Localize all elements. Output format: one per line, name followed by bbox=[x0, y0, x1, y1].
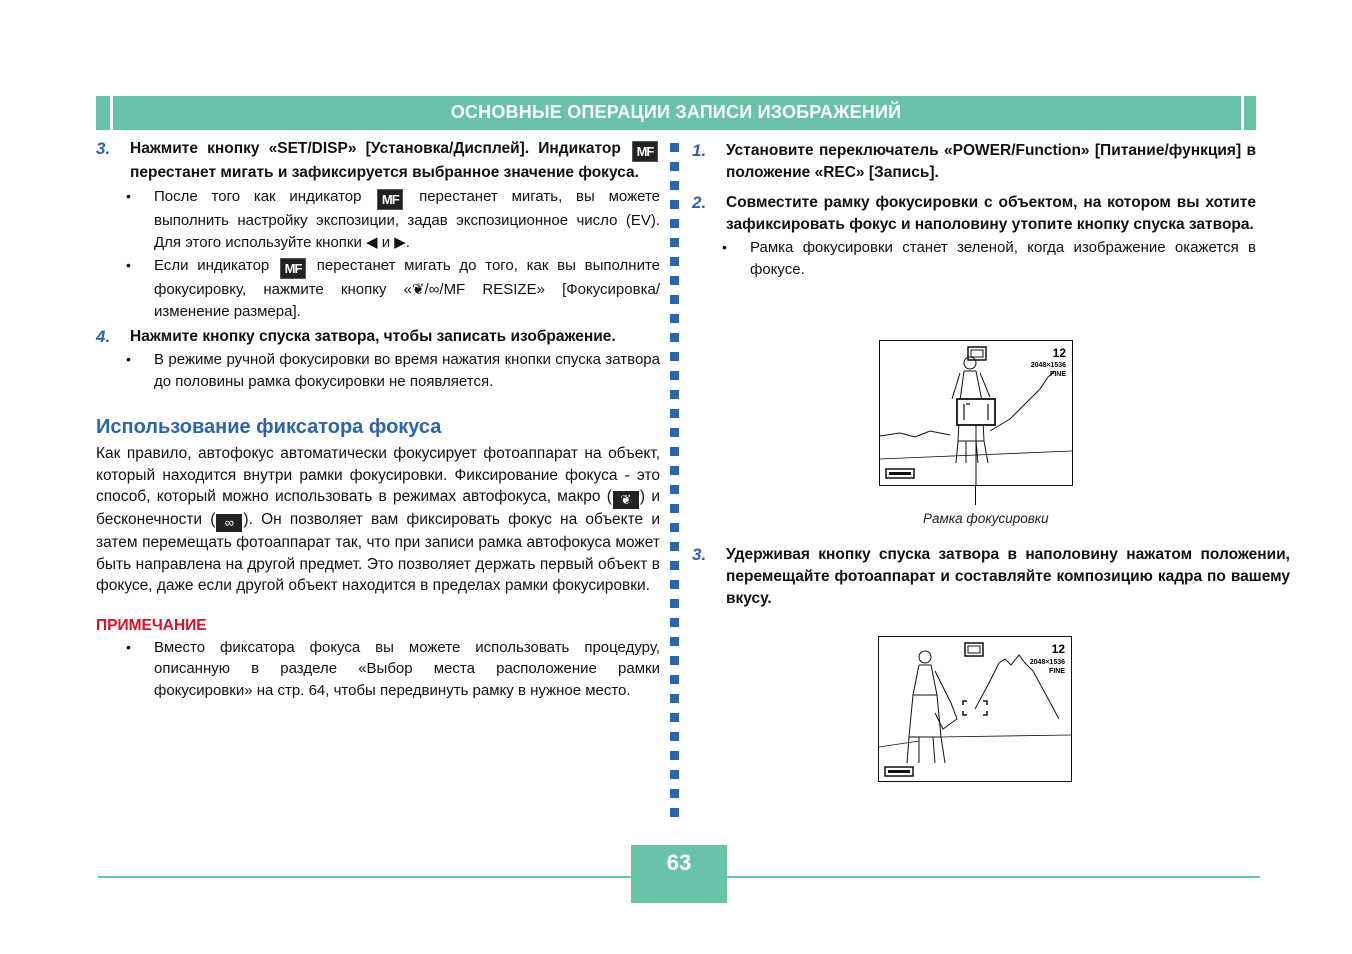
callout-line bbox=[975, 485, 976, 505]
divider-square bbox=[670, 637, 679, 646]
step-text: перестанет мигать и зафиксируется выбранное значение фокуса. bbox=[130, 164, 639, 181]
divider-square bbox=[670, 504, 679, 513]
divider-square bbox=[670, 333, 679, 342]
divider-square bbox=[670, 390, 679, 399]
step-number: 4. bbox=[96, 327, 111, 346]
step-number: 3. bbox=[96, 139, 111, 158]
step-3-right bbox=[692, 544, 1290, 610]
step-3-left bbox=[96, 138, 660, 184]
image-size: 2048×1536 bbox=[1030, 362, 1066, 369]
step-text: Установите переключатель «POWER/Function» [Питание/функция] в положение «REC» [Запись]. bbox=[726, 142, 1256, 181]
image-size: 2048×1536 bbox=[1029, 659, 1065, 666]
divider-square bbox=[670, 713, 679, 722]
divider-square bbox=[670, 770, 679, 779]
mf-indicator-icon: MF bbox=[280, 258, 306, 279]
divider-square bbox=[670, 238, 679, 247]
divider-square bbox=[670, 561, 679, 570]
page-number-box bbox=[631, 845, 727, 903]
column-divider bbox=[670, 143, 680, 823]
step-text: Нажмите кнопку спуска затвора, чтобы записать изображение. bbox=[130, 328, 616, 345]
macro-icon: ❦ bbox=[613, 491, 639, 509]
page-number: 63 bbox=[666, 850, 692, 875]
step-text: Совместите рамку фокусировки с объектом, на котором вы хотите зафиксировать фокус и наполовину утопите кнопку спуска затвора. bbox=[726, 194, 1256, 233]
list-item bbox=[692, 237, 1256, 280]
body-paragraph bbox=[96, 443, 660, 597]
note-title: ПРИМЕЧАНИЕ bbox=[96, 616, 207, 634]
divider-square bbox=[670, 257, 679, 266]
quality-label: FINE bbox=[1050, 371, 1066, 378]
bullet-text: Рамка фокусировки станет зеленой, когда изображение окажется в фокусе. bbox=[750, 239, 1256, 278]
divider-square bbox=[670, 599, 679, 608]
list-item bbox=[96, 186, 660, 253]
shot-count: 12 bbox=[1052, 346, 1066, 360]
divider-square bbox=[670, 371, 679, 380]
divider-square bbox=[670, 352, 679, 361]
divider-square bbox=[670, 485, 679, 494]
divider-square bbox=[670, 219, 679, 228]
divider-square bbox=[670, 542, 679, 551]
para-text: ) и бесконечности ( bbox=[96, 488, 660, 528]
divider-square bbox=[670, 580, 679, 589]
header-bar bbox=[96, 96, 1256, 130]
figure-caption: Рамка фокусировки bbox=[923, 511, 1049, 526]
divider-square bbox=[670, 675, 679, 684]
para-text: ). Он позволяет вам фиксировать фокус на объекте и затем перемещать фотоаппарат так, что при записи рамка автофокуса может быть направлена на другой предмет. Это позволяет держать первый объект в фокусе, даже если другой объект находится в пределах рамки фокусировки. bbox=[96, 511, 660, 594]
list-item bbox=[96, 637, 660, 702]
bullet-text: Вместо фиксатора фокуса вы можете использовать процедуру, описанную в разделе «Выбор места расположение рамки фокусировки» на стр. 64, чтобы передвинуть рамку в нужное место. bbox=[154, 638, 660, 699]
step-number: 1. bbox=[692, 141, 707, 160]
divider-square bbox=[670, 428, 679, 437]
divider-square bbox=[670, 751, 679, 760]
divider-square bbox=[670, 656, 679, 665]
step-text: Нажмите кнопку «SET/DISP» [Установка/Дисплей]. Индикатор bbox=[130, 140, 621, 157]
mf-indicator-icon: MF bbox=[632, 141, 658, 162]
divider-square bbox=[670, 181, 679, 190]
step-text: Удерживая кнопку спуска затвора в наполовину нажатом положении, перемещайте фотоаппарат и составляйте композицию кадра по вашему вкусу. bbox=[726, 546, 1290, 607]
bullet-text: Если индикатор bbox=[154, 257, 270, 274]
divider-square bbox=[670, 789, 679, 798]
divider-square bbox=[670, 694, 679, 703]
section-title: Использование фиксатора фокуса bbox=[96, 416, 442, 438]
divider-square bbox=[670, 314, 679, 323]
divider-square bbox=[670, 162, 679, 171]
step-2-right bbox=[692, 192, 1256, 236]
step-number: 2. bbox=[692, 193, 707, 212]
person-figure bbox=[907, 651, 957, 763]
list-item bbox=[96, 349, 660, 392]
divider-square bbox=[670, 808, 679, 817]
bullet-text: После того как индикатор bbox=[154, 188, 362, 205]
lcd-illustration bbox=[879, 637, 1071, 781]
divider-square bbox=[670, 447, 679, 456]
para-text: Как правило, автофокус автоматически фокусирует фотоаппарат на объект, который находится внутри рамки фокусировки. Фиксирование фокуса - это способ, который можно использовать в режимах автофокуса, макро ( bbox=[96, 445, 660, 505]
divider-square bbox=[670, 523, 679, 532]
divider-square bbox=[670, 276, 679, 285]
bullet-text: перестанет мигать до того, как вы выполните фокусировку, нажмите кнопку «❦/∞/MF RESIZE» [Фокусировка/изменение размера]. bbox=[154, 257, 660, 320]
step-4-left bbox=[96, 326, 660, 348]
quality-label: FINE bbox=[1049, 668, 1065, 675]
bullet-text: перестанет мигать, вы можете выполнить настройку экспозиции, задав экспозиционное число (EV). Для этого используйте кнопки ◀ и ▶. bbox=[154, 188, 661, 251]
step-1-right bbox=[692, 140, 1256, 184]
bullet-text: В режиме ручной фокусировки во время нажатия кнопки спуска затвора до половины рамка фокусировки не появляется. bbox=[154, 351, 660, 390]
left-column bbox=[96, 138, 660, 701]
divider-square bbox=[670, 200, 679, 209]
list-item bbox=[96, 255, 660, 322]
divider-square bbox=[670, 732, 679, 741]
divider-square bbox=[670, 466, 679, 475]
step-number: 3. bbox=[692, 545, 707, 564]
lcd-illustration bbox=[880, 341, 1072, 485]
shot-count: 12 bbox=[1051, 642, 1065, 656]
divider-square bbox=[670, 618, 679, 627]
page-title: ОСНОВНЫЕ ОПЕРАЦИИ ЗАПИСИ ИЗОБРАЖЕНИЙ bbox=[450, 102, 902, 122]
mf-indicator-icon: MF bbox=[377, 189, 403, 210]
divider-square bbox=[670, 143, 679, 152]
focus-frame bbox=[957, 399, 995, 425]
divider-square bbox=[670, 295, 679, 304]
lcd-figure-focus-frame bbox=[879, 340, 1073, 486]
divider-square bbox=[670, 409, 679, 418]
lcd-figure-composition bbox=[878, 636, 1072, 782]
infinity-icon: ∞ bbox=[216, 514, 242, 532]
